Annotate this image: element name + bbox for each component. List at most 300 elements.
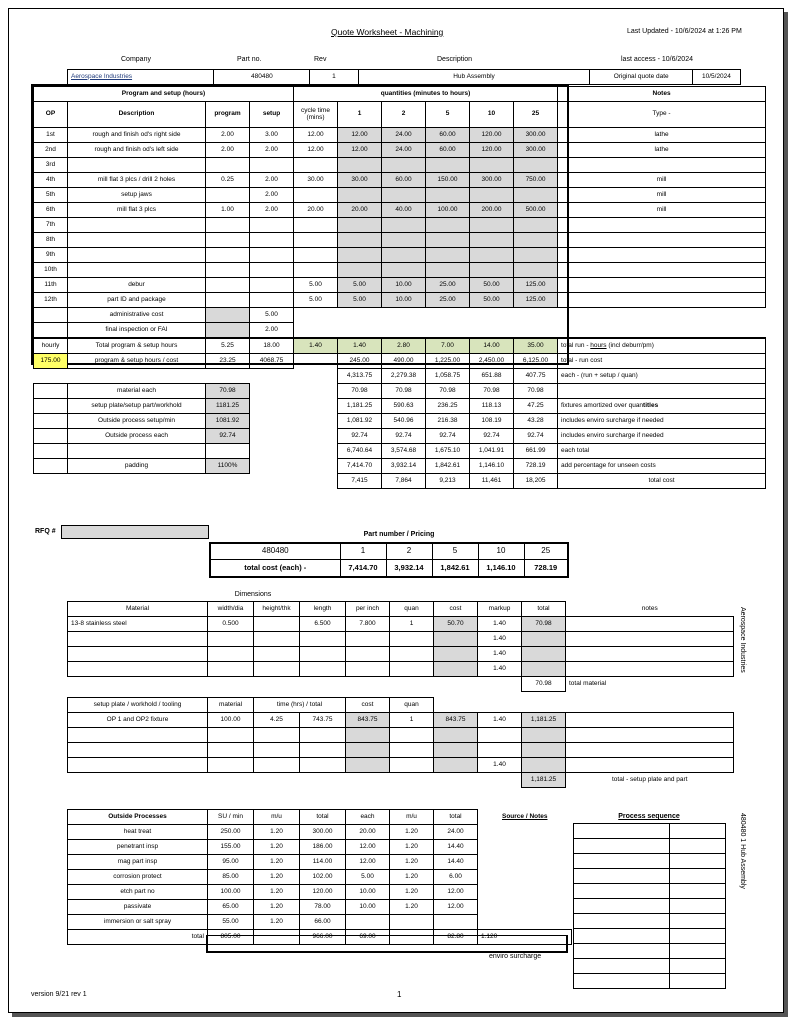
setup-cell[interactable] xyxy=(68,743,208,758)
op-qty-time xyxy=(338,188,382,203)
op-qty-time: 25.00 xyxy=(426,278,470,293)
outside-cell: 14.40 xyxy=(434,855,478,870)
op-type[interactable] xyxy=(558,233,766,248)
empty-cell xyxy=(478,840,572,855)
op-qty-time xyxy=(514,233,558,248)
material-cell[interactable] xyxy=(346,662,390,677)
pricing-value: 728.19 xyxy=(524,559,568,577)
op-description[interactable] xyxy=(68,233,206,248)
op-setup[interactable] xyxy=(250,218,294,233)
pricing-part: 480480 xyxy=(210,543,340,559)
cost-qty: 92.74 xyxy=(514,429,558,444)
setup-cell[interactable]: 1 xyxy=(390,713,434,728)
op-cycle-time[interactable]: 12.00 xyxy=(294,143,338,158)
cost-value[interactable] xyxy=(206,444,250,459)
setup-cell[interactable]: OP 1 and OP2 fixture xyxy=(68,713,208,728)
empty-cell xyxy=(294,354,338,369)
sequence-row xyxy=(574,854,726,869)
op-program[interactable] xyxy=(206,233,250,248)
description-value[interactable]: Hub Assembly xyxy=(358,70,590,85)
op-description[interactable]: rough and finish od's right side xyxy=(68,128,206,143)
setup-cell[interactable]: 743.75 xyxy=(300,713,346,728)
op-cycle-time[interactable]: 20.00 xyxy=(294,203,338,218)
op-qty-time xyxy=(470,248,514,263)
op-cycle-time[interactable] xyxy=(294,158,338,173)
part-no-label: Part no. xyxy=(237,56,262,63)
op-setup[interactable] xyxy=(250,248,294,263)
cost-value[interactable]: 1100% xyxy=(206,459,250,474)
sequence-cell[interactable] xyxy=(670,854,726,869)
setup-plate-table xyxy=(67,697,734,788)
op-program[interactable] xyxy=(206,218,250,233)
sequence-cell[interactable] xyxy=(670,944,726,959)
outside-cell[interactable]: 95.00 xyxy=(208,855,254,870)
material-cell xyxy=(566,647,734,662)
empty-cell xyxy=(34,414,68,429)
op-setup[interactable] xyxy=(250,278,294,293)
side-company: Aerospace Industries xyxy=(739,607,746,673)
material-cell: 70.98 xyxy=(522,617,566,632)
op-qty-time: 125.00 xyxy=(514,278,558,293)
outside-cell: 300.00 xyxy=(300,825,346,840)
material-head: notes xyxy=(641,604,658,612)
setup-cell[interactable]: 100.00 xyxy=(208,713,254,728)
material-head: quan xyxy=(390,602,434,617)
op-qty-time: 24.00 xyxy=(382,143,426,158)
cost-qty: 92.74 xyxy=(426,429,470,444)
material-cell[interactable]: 6.500 xyxy=(300,617,346,632)
op-cycle-time[interactable]: 5.00 xyxy=(294,293,338,308)
op-qty-time: 60.00 xyxy=(426,143,470,158)
material-cell[interactable] xyxy=(68,662,208,677)
op-description[interactable]: rough and finish od's left side xyxy=(68,143,206,158)
setup-cell[interactable] xyxy=(346,758,390,773)
material-head: markup xyxy=(478,602,522,617)
op-cycle-time[interactable] xyxy=(294,188,338,203)
outside-cell xyxy=(390,915,434,930)
pricing-qty: 25 xyxy=(524,543,568,559)
material-cell[interactable] xyxy=(208,647,254,662)
outside-cell[interactable]: 12.00 xyxy=(346,855,390,870)
pricing-value: 1,146.10 xyxy=(478,559,524,577)
sequence-cell[interactable] xyxy=(574,944,670,959)
material-cell[interactable] xyxy=(208,632,254,647)
setup-cell[interactable]: 843.75 xyxy=(346,713,390,728)
outside-cell[interactable]: 10.00 xyxy=(346,900,390,915)
setup-cell[interactable] xyxy=(346,743,390,758)
op-program[interactable] xyxy=(206,293,250,308)
run-cost: 245.00 xyxy=(338,354,382,369)
op-description[interactable] xyxy=(68,158,206,173)
op-number: 6th xyxy=(34,203,68,218)
setup-head: time (hrs) / total xyxy=(254,698,346,713)
cost-note xyxy=(558,429,766,444)
sequence-row xyxy=(574,899,726,914)
material-cell[interactable] xyxy=(390,632,434,647)
worksheet-page xyxy=(8,8,784,1013)
setup-cell[interactable] xyxy=(300,758,346,773)
sequence-cell[interactable] xyxy=(574,929,670,944)
empty-cell xyxy=(68,677,522,692)
setup-head: material xyxy=(208,698,254,713)
op-number: 11th xyxy=(34,278,68,293)
sequence-cell[interactable] xyxy=(670,914,726,929)
setup-cell[interactable] xyxy=(208,758,254,773)
setup-cell: 1.40 xyxy=(478,758,522,773)
outside-cell: 66.00 xyxy=(300,915,346,930)
op-setup[interactable]: 2.00 xyxy=(250,143,294,158)
op-type[interactable]: mill xyxy=(558,188,766,203)
op-setup[interactable] xyxy=(250,233,294,248)
source-notes-label: Source / Notes xyxy=(501,812,548,820)
sequence-cell[interactable] xyxy=(670,824,726,839)
each-cost: 4,313.75 xyxy=(338,369,382,384)
op-qty-time: 60.00 xyxy=(426,128,470,143)
rfq-input[interactable] xyxy=(61,525,209,539)
material-cell[interactable]: 1 xyxy=(390,617,434,632)
material-cell[interactable]: 13-8 stainless steel xyxy=(68,617,208,632)
outside-head: m/u xyxy=(254,810,300,825)
total-cost-cell: 7,864 xyxy=(382,474,426,489)
sequence-cell[interactable] xyxy=(574,839,670,854)
empty-cell xyxy=(250,414,338,429)
sequence-cell[interactable] xyxy=(574,824,670,839)
empty-cell xyxy=(566,713,734,728)
material-cell xyxy=(522,662,566,677)
side-part-description: 480480 1 Hub Assembly xyxy=(739,813,746,889)
op-description[interactable]: debur xyxy=(68,278,206,293)
material-cell[interactable] xyxy=(300,632,346,647)
admin-setup[interactable]: 5.00 xyxy=(250,308,294,323)
setup-cell[interactable] xyxy=(68,758,208,773)
op-qty-time xyxy=(426,188,470,203)
op-program[interactable] xyxy=(206,278,250,293)
cost-row xyxy=(34,429,766,444)
op-cycle-time[interactable] xyxy=(294,248,338,263)
op-qty-time xyxy=(338,263,382,278)
total-setup: 18.00 xyxy=(250,338,294,354)
op-qty-time: 300.00 xyxy=(470,173,514,188)
op-cycle-time[interactable] xyxy=(294,233,338,248)
op-program[interactable]: 2.00 xyxy=(206,128,250,143)
op-program[interactable] xyxy=(206,158,250,173)
cost-row xyxy=(34,444,766,459)
empty-cell xyxy=(250,459,338,474)
op-type[interactable] xyxy=(558,248,766,263)
material-cell[interactable] xyxy=(68,632,208,647)
op-number: 1st xyxy=(34,128,68,143)
outside-cell: 1.20 xyxy=(254,885,300,900)
cost-qty: 43.28 xyxy=(514,414,558,429)
outside-cell: 120.00 xyxy=(300,885,346,900)
cost-note xyxy=(558,384,766,399)
cost-value[interactable]: 1081.92 xyxy=(206,414,250,429)
outside-cell[interactable]: 12.00 xyxy=(346,840,390,855)
setup-cell[interactable] xyxy=(208,728,254,743)
pricing-value: 7,414.70 xyxy=(340,559,386,577)
outside-cell: 1.20 xyxy=(254,855,300,870)
outside-cell[interactable]: 20.00 xyxy=(346,825,390,840)
material-head: total xyxy=(522,602,566,617)
op-type[interactable] xyxy=(558,263,766,278)
op-type[interactable] xyxy=(558,278,766,293)
cost-value[interactable]: 70.98 xyxy=(206,384,250,399)
material-cell[interactable]: 7.800 xyxy=(346,617,390,632)
op-setup[interactable]: 2.00 xyxy=(250,173,294,188)
setup-cost-label: program & setup hours / cost xyxy=(68,354,206,369)
empty-cell xyxy=(34,399,68,414)
material-cell[interactable] xyxy=(390,662,434,677)
cost-row xyxy=(34,414,766,429)
part-no-value[interactable]: 480480 xyxy=(214,70,310,85)
op-type[interactable] xyxy=(558,158,766,173)
op-number: 4th xyxy=(34,173,68,188)
outside-cell[interactable]: 100.00 xyxy=(208,885,254,900)
empty-cell xyxy=(206,308,250,323)
setup-row xyxy=(68,713,734,728)
material-cell[interactable] xyxy=(254,662,300,677)
setup-cell[interactable] xyxy=(208,743,254,758)
op-row xyxy=(34,158,766,173)
op-program[interactable] xyxy=(206,263,250,278)
cost-value[interactable]: 92.74 xyxy=(206,429,250,444)
op-qty-time xyxy=(382,263,426,278)
sequence-cell[interactable] xyxy=(670,884,726,899)
cost-note xyxy=(558,399,766,414)
op-qty-time xyxy=(426,248,470,263)
col-cycle-time: cycle time (mins) xyxy=(294,102,338,128)
op-cycle-time[interactable]: 12.00 xyxy=(294,128,338,143)
outside-cell: 1.20 xyxy=(254,870,300,885)
setup-cell[interactable] xyxy=(254,728,300,743)
op-cycle-time[interactable]: 30.00 xyxy=(294,173,338,188)
outside-cell[interactable] xyxy=(346,915,390,930)
cost-qty: 216.38 xyxy=(426,414,470,429)
material-cell[interactable] xyxy=(68,647,208,662)
op-setup[interactable] xyxy=(250,263,294,278)
op-type[interactable]: mill xyxy=(558,203,766,218)
op-type[interactable]: lathe xyxy=(558,143,766,158)
outside-row xyxy=(68,915,572,930)
setup-cell xyxy=(522,758,566,773)
rfq-label: RFQ # xyxy=(35,528,56,535)
op-type[interactable]: lathe xyxy=(558,128,766,143)
empty-cell xyxy=(34,444,68,459)
empty-cell xyxy=(34,384,68,399)
sequence-row xyxy=(574,929,726,944)
sequence-cell[interactable] xyxy=(574,974,670,989)
empty-cell xyxy=(566,743,734,758)
setup-cell[interactable] xyxy=(254,743,300,758)
sequence-cell[interactable] xyxy=(670,899,726,914)
op-setup[interactable] xyxy=(250,158,294,173)
material-cell[interactable] xyxy=(300,662,346,677)
op-program[interactable] xyxy=(206,248,250,263)
material-head: cost xyxy=(434,602,478,617)
each-cost: 2,279.38 xyxy=(382,369,426,384)
op-qty-time xyxy=(470,158,514,173)
setup-cell xyxy=(522,743,566,758)
setup-cell xyxy=(434,728,478,743)
sequence-cell[interactable] xyxy=(574,869,670,884)
op-program[interactable]: 1.00 xyxy=(206,203,250,218)
outside-cell[interactable]: 55.00 xyxy=(208,915,254,930)
op-description[interactable] xyxy=(68,218,206,233)
hourly-rate[interactable]: 175.00 xyxy=(34,354,68,369)
dimensions-label: Dimensions xyxy=(234,591,272,598)
header-table xyxy=(67,69,741,85)
outside-cell: 1.20 xyxy=(390,900,434,915)
material-cell[interactable] xyxy=(254,632,300,647)
outside-cell[interactable]: 85.00 xyxy=(208,870,254,885)
setup-cell[interactable] xyxy=(68,728,208,743)
total-hours-label: Total program & setup hours xyxy=(68,338,206,354)
outside-cell[interactable]: 250.00 xyxy=(208,825,254,840)
op-cycle-time[interactable] xyxy=(294,263,338,278)
material-row xyxy=(68,647,734,662)
op-qty-time xyxy=(338,158,382,173)
cost-note-text: each total xyxy=(561,446,590,454)
op-type[interactable]: mill xyxy=(558,173,766,188)
sequence-cell[interactable] xyxy=(574,959,670,974)
setup-cell[interactable] xyxy=(390,728,434,743)
hourly-label: hourly xyxy=(34,338,68,354)
outside-cell: 6.00 xyxy=(434,870,478,885)
group-quantities: quantities (minutes to hours) xyxy=(294,87,558,102)
pricing-qty: 1 xyxy=(340,543,386,559)
op-number: 5th xyxy=(34,188,68,203)
material-cell xyxy=(566,617,734,632)
total-cost-cell: 7,415 xyxy=(338,474,382,489)
empty-cell xyxy=(250,429,338,444)
setup-cell[interactable] xyxy=(300,728,346,743)
sequence-cell[interactable] xyxy=(574,884,670,899)
op-qty-time: 150.00 xyxy=(426,173,470,188)
setup-head: cost xyxy=(346,698,390,713)
cost-qty: 728.19 xyxy=(514,459,558,474)
op-description[interactable]: mill flat 3 plcs / drill 2 holes xyxy=(68,173,206,188)
sequence-cell[interactable] xyxy=(670,839,726,854)
setup-head: quan xyxy=(390,698,434,713)
op-setup[interactable]: 3.00 xyxy=(250,128,294,143)
sequence-cell[interactable] xyxy=(670,869,726,884)
cost-value[interactable]: 1181.25 xyxy=(206,399,250,414)
sequence-row xyxy=(574,824,726,839)
empty-cell xyxy=(250,444,338,459)
total-qty-hours: 14.00 xyxy=(470,338,514,354)
op-number: 3rd xyxy=(34,158,68,173)
op-qty-time: 40.00 xyxy=(382,203,426,218)
material-cell[interactable] xyxy=(390,647,434,662)
setup-cell xyxy=(478,728,522,743)
op-row xyxy=(34,203,766,218)
sequence-cell[interactable] xyxy=(574,899,670,914)
op-setup[interactable]: 2.00 xyxy=(250,203,294,218)
outside-row xyxy=(68,900,572,915)
op-setup[interactable] xyxy=(250,293,294,308)
op-type[interactable] xyxy=(558,218,766,233)
op-type[interactable] xyxy=(558,293,766,308)
material-cell[interactable] xyxy=(346,632,390,647)
op-number: 2nd xyxy=(34,143,68,158)
pricing-qty: 10 xyxy=(478,543,524,559)
total-cost-cell: 9,213 xyxy=(426,474,470,489)
op-description[interactable]: setup jaws xyxy=(68,188,206,203)
op-cycle-time[interactable] xyxy=(294,218,338,233)
op-row xyxy=(34,233,766,248)
op-description[interactable]: part ID and package xyxy=(68,293,206,308)
outside-cell[interactable]: 5.00 xyxy=(346,870,390,885)
op-cycle-time[interactable]: 5.00 xyxy=(294,278,338,293)
op-program[interactable]: 2.00 xyxy=(206,143,250,158)
final-setup[interactable]: 2.00 xyxy=(250,323,294,339)
total-program: 5.25 xyxy=(206,338,250,354)
setup-cell xyxy=(434,743,478,758)
op-setup[interactable]: 2.00 xyxy=(250,188,294,203)
material-cell[interactable] xyxy=(346,647,390,662)
sequence-cell[interactable] xyxy=(574,914,670,929)
sequence-cell[interactable] xyxy=(670,929,726,944)
each-cost: 1,058.75 xyxy=(426,369,470,384)
material-cell: 50.70 xyxy=(434,617,478,632)
op-program[interactable]: 0.25 xyxy=(206,173,250,188)
original-quote-date[interactable]: 10/5/2024 xyxy=(692,70,740,85)
sequence-cell[interactable] xyxy=(670,974,726,989)
setup-cell[interactable] xyxy=(390,758,434,773)
enviro-value[interactable]: 1.120 xyxy=(478,930,572,945)
pricing-caption: Part number / Pricing xyxy=(363,531,435,538)
material-cell xyxy=(434,647,478,662)
setup-cell[interactable] xyxy=(390,743,434,758)
setup-cell[interactable]: 4.25 xyxy=(254,713,300,728)
company-value[interactable]: Aerospace Industries xyxy=(68,70,214,85)
material-head: length xyxy=(300,602,346,617)
op-description[interactable]: mill flat 3 plcs xyxy=(68,203,206,218)
material-cell[interactable] xyxy=(208,662,254,677)
material-cell[interactable]: 0.500 xyxy=(208,617,254,632)
total-cost-cell: 11,461 xyxy=(470,474,514,489)
material-cell[interactable] xyxy=(254,647,300,662)
material-cell xyxy=(522,647,566,662)
group-notes: Notes xyxy=(558,87,766,102)
setup-cell xyxy=(522,728,566,743)
op-qty-time: 12.00 xyxy=(338,128,382,143)
setup-cell[interactable] xyxy=(300,743,346,758)
each-cost-note: each - (run + setup / quan) xyxy=(558,369,766,384)
op-qty-time: 200.00 xyxy=(470,203,514,218)
material-cell[interactable] xyxy=(300,647,346,662)
setup-cell[interactable] xyxy=(346,728,390,743)
outside-cell[interactable]: 155.00 xyxy=(208,840,254,855)
outside-cell[interactable]: 65.00 xyxy=(208,900,254,915)
op-qty-time xyxy=(382,233,426,248)
op-description[interactable] xyxy=(68,248,206,263)
outside-cell: 102.00 xyxy=(300,870,346,885)
op-description[interactable] xyxy=(68,263,206,278)
op-program[interactable] xyxy=(206,188,250,203)
op-row xyxy=(34,128,766,143)
outside-cell: 12.00 xyxy=(434,900,478,915)
sequence-cell[interactable] xyxy=(574,854,670,869)
material-cell[interactable] xyxy=(254,617,300,632)
op-qty-time xyxy=(338,233,382,248)
rev-value[interactable]: 1 xyxy=(310,70,358,85)
outside-cell: 1.20 xyxy=(390,825,434,840)
op-qty-time: 25.00 xyxy=(426,293,470,308)
outside-cell[interactable]: 10.00 xyxy=(346,885,390,900)
setup-cell[interactable] xyxy=(254,758,300,773)
sequence-cell[interactable] xyxy=(670,959,726,974)
